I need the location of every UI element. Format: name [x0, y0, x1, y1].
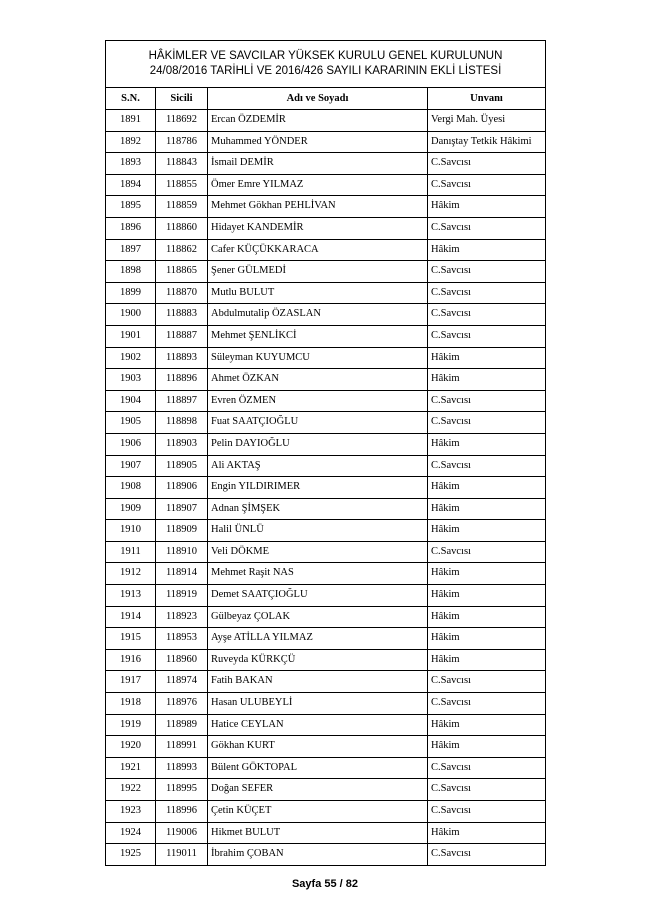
- cell-sicil: 119006: [156, 822, 208, 844]
- cell-title: Hâkim: [428, 433, 546, 455]
- cell-sicil: 118897: [156, 390, 208, 412]
- cell-sn: 1905: [106, 412, 156, 434]
- cell-title: Hâkim: [428, 498, 546, 520]
- cell-title: C.Savcısı: [428, 174, 546, 196]
- cell-sn: 1917: [106, 671, 156, 693]
- cell-sn: 1895: [106, 196, 156, 218]
- table-row: [106, 563, 546, 585]
- cell-title: Hâkim: [428, 369, 546, 391]
- cell-name: Hikmet BULUT: [208, 822, 428, 844]
- cell-sn: 1912: [106, 563, 156, 585]
- table-row: [106, 671, 546, 693]
- cell-sicil: 118914: [156, 563, 208, 585]
- cell-title: Danıştay Tetkik Hâkimi: [428, 131, 546, 153]
- cell-title: C.Savcısı: [428, 282, 546, 304]
- cell-sn: 1897: [106, 239, 156, 261]
- table-row: [106, 174, 546, 196]
- table-row: [106, 520, 546, 542]
- cell-sn: 1916: [106, 649, 156, 671]
- cell-name: Evren ÖZMEN: [208, 390, 428, 412]
- cell-sicil: 118786: [156, 131, 208, 153]
- cell-name: Adnan ŞİMŞEK: [208, 498, 428, 520]
- cell-sicil: 118993: [156, 757, 208, 779]
- cell-sn: 1907: [106, 455, 156, 477]
- cell-title: Hâkim: [428, 477, 546, 499]
- cell-sicil: 118991: [156, 736, 208, 758]
- table-row: [106, 304, 546, 326]
- table-row: [106, 455, 546, 477]
- cell-name: Pelin DAYIOĞLU: [208, 433, 428, 455]
- cell-sn: 1914: [106, 606, 156, 628]
- document-page: [105, 40, 545, 866]
- cell-title: Hâkim: [428, 585, 546, 607]
- column-header-title: Unvanı: [428, 88, 546, 110]
- cell-name: Abdulmutalip ÖZASLAN: [208, 304, 428, 326]
- cell-title: C.Savcısı: [428, 541, 546, 563]
- cell-title: C.Savcısı: [428, 325, 546, 347]
- cell-name: Bülent GÖKTOPAL: [208, 757, 428, 779]
- cell-sicil: 118883: [156, 304, 208, 326]
- table-row: [106, 153, 546, 175]
- cell-sn: 1910: [106, 520, 156, 542]
- cell-title: C.Savcısı: [428, 390, 546, 412]
- cell-sn: 1896: [106, 217, 156, 239]
- cell-sicil: 118910: [156, 541, 208, 563]
- cell-sn: 1902: [106, 347, 156, 369]
- cell-sn: 1918: [106, 693, 156, 715]
- cell-name: Ali AKTAŞ: [208, 455, 428, 477]
- cell-sn: 1904: [106, 390, 156, 412]
- cell-sicil: 118909: [156, 520, 208, 542]
- cell-sn: 1903: [106, 369, 156, 391]
- cell-name: Ercan ÖZDEMİR: [208, 110, 428, 132]
- table-row: [106, 498, 546, 520]
- cell-title: C.Savcısı: [428, 153, 546, 175]
- cell-sn: 1908: [106, 477, 156, 499]
- table-row: [106, 390, 546, 412]
- cell-sicil: 118898: [156, 412, 208, 434]
- cell-name: Cafer KÜÇÜKKARACA: [208, 239, 428, 261]
- cell-sicil: 118960: [156, 649, 208, 671]
- table-row: [106, 347, 546, 369]
- cell-name: Hatice CEYLAN: [208, 714, 428, 736]
- cell-sn: 1921: [106, 757, 156, 779]
- cell-sn: 1909: [106, 498, 156, 520]
- table-row: [106, 844, 546, 866]
- cell-sn: 1911: [106, 541, 156, 563]
- table-row: [106, 369, 546, 391]
- cell-title: Hâkim: [428, 347, 546, 369]
- cell-sn: 1892: [106, 131, 156, 153]
- cell-name: Engin YILDIRIMER: [208, 477, 428, 499]
- cell-sicil: 118865: [156, 261, 208, 283]
- cell-title: C.Savcısı: [428, 779, 546, 801]
- cell-name: Mutlu BULUT: [208, 282, 428, 304]
- cell-name: Halil ÜNLÜ: [208, 520, 428, 542]
- cell-title: C.Savcısı: [428, 693, 546, 715]
- cell-name: Veli DÖKME: [208, 541, 428, 563]
- cell-title: C.Savcısı: [428, 671, 546, 693]
- cell-sn: 1923: [106, 801, 156, 823]
- cell-sn: 1898: [106, 261, 156, 283]
- table-row: [106, 110, 546, 132]
- cell-sicil: 118953: [156, 628, 208, 650]
- cell-sicil: 118974: [156, 671, 208, 693]
- cell-sicil: 118976: [156, 693, 208, 715]
- cell-sicil: 118989: [156, 714, 208, 736]
- cell-sicil: 118887: [156, 325, 208, 347]
- table-title-row: [106, 41, 546, 88]
- cell-name: Mehmet Raşit NAS: [208, 563, 428, 585]
- cell-sn: 1925: [106, 844, 156, 866]
- cell-title: Hâkim: [428, 822, 546, 844]
- cell-name: Şener GÜLMEDİ: [208, 261, 428, 283]
- cell-sicil: 118843: [156, 153, 208, 175]
- cell-title: Hâkim: [428, 563, 546, 585]
- table-row: [106, 606, 546, 628]
- cell-name: Süleyman KUYUMCU: [208, 347, 428, 369]
- table-row: [106, 649, 546, 671]
- cell-title: Hâkim: [428, 239, 546, 261]
- cell-sn: 1920: [106, 736, 156, 758]
- cell-title: C.Savcısı: [428, 844, 546, 866]
- cell-sn: 1915: [106, 628, 156, 650]
- cell-name: Ahmet ÖZKAN: [208, 369, 428, 391]
- cell-title: C.Savcısı: [428, 455, 546, 477]
- cell-title: Hâkim: [428, 606, 546, 628]
- cell-sicil: 118906: [156, 477, 208, 499]
- cell-name: Ömer Emre YILMAZ: [208, 174, 428, 196]
- cell-name: Hasan ULUBEYLİ: [208, 693, 428, 715]
- table-row: [106, 239, 546, 261]
- cell-sicil: 118893: [156, 347, 208, 369]
- cell-sn: 1919: [106, 714, 156, 736]
- cell-sicil: 118996: [156, 801, 208, 823]
- cell-title: C.Savcısı: [428, 217, 546, 239]
- cell-name: Mehmet Gökhan PEHLİVAN: [208, 196, 428, 218]
- cell-name: Ayşe ATİLLA YILMAZ: [208, 628, 428, 650]
- cell-sn: 1913: [106, 585, 156, 607]
- cell-name: Doğan SEFER: [208, 779, 428, 801]
- table-row: [106, 433, 546, 455]
- table-row: [106, 325, 546, 347]
- cell-title: Hâkim: [428, 196, 546, 218]
- cell-sicil: 118870: [156, 282, 208, 304]
- cell-title: C.Savcısı: [428, 801, 546, 823]
- cell-title: C.Savcısı: [428, 757, 546, 779]
- cell-sn: 1922: [106, 779, 156, 801]
- cell-name: Muhammed YÖNDER: [208, 131, 428, 153]
- cell-sicil: 118896: [156, 369, 208, 391]
- cell-title: C.Savcısı: [428, 261, 546, 283]
- table-row: [106, 693, 546, 715]
- cell-sicil: 118907: [156, 498, 208, 520]
- cell-name: Mehmet ŞENLİKCİ: [208, 325, 428, 347]
- cell-sn: 1894: [106, 174, 156, 196]
- table-row: [106, 714, 546, 736]
- column-header-name: Adı ve Soyadı: [208, 88, 428, 110]
- cell-sicil: 118919: [156, 585, 208, 607]
- cell-sicil: 118860: [156, 217, 208, 239]
- cell-title: Hâkim: [428, 628, 546, 650]
- cell-title: Vergi Mah. Üyesi: [428, 110, 546, 132]
- table-row: [106, 801, 546, 823]
- title-line-2: 24/08/2016 TARİHLİ VE 2016/426 SAYILI KARARININ EKLİ LİSTESİ: [149, 65, 502, 77]
- column-header-sn: S.N.: [106, 88, 156, 110]
- cell-sn: 1893: [106, 153, 156, 175]
- cell-sicil: 118859: [156, 196, 208, 218]
- cell-name: Gökhan KURT: [208, 736, 428, 758]
- cell-title: Hâkim: [428, 714, 546, 736]
- table-row: [106, 477, 546, 499]
- cell-sn: 1891: [106, 110, 156, 132]
- cell-sicil: 118923: [156, 606, 208, 628]
- table-row: [106, 412, 546, 434]
- table-row: [106, 282, 546, 304]
- cell-sicil: 118692: [156, 110, 208, 132]
- title-line-1: HÂKİMLER VE SAVCILAR YÜKSEK KURULU GENEL KURULUNUN: [148, 50, 503, 62]
- column-header-row: [106, 88, 546, 110]
- table-title: [106, 41, 546, 88]
- cell-sicil: 118855: [156, 174, 208, 196]
- table-row: [106, 196, 546, 218]
- table-body: [106, 110, 546, 866]
- cell-name: Demet SAATÇIOĞLU: [208, 585, 428, 607]
- cell-title: Hâkim: [428, 649, 546, 671]
- cell-title: Hâkim: [428, 520, 546, 542]
- table-row: [106, 779, 546, 801]
- cell-sicil: 119011: [156, 844, 208, 866]
- cell-sn: 1906: [106, 433, 156, 455]
- cell-title: C.Savcısı: [428, 412, 546, 434]
- cell-sn: 1900: [106, 304, 156, 326]
- table-row: [106, 585, 546, 607]
- table-row: [106, 628, 546, 650]
- page-number: Sayfa 55 / 82: [291, 878, 359, 890]
- cell-sicil: 118903: [156, 433, 208, 455]
- table-row: [106, 261, 546, 283]
- cell-sn: 1901: [106, 325, 156, 347]
- cell-name: Fuat SAATÇIOĞLU: [208, 412, 428, 434]
- table-row: [106, 217, 546, 239]
- column-header-sicil: Sicili: [156, 88, 208, 110]
- cell-sn: 1899: [106, 282, 156, 304]
- cell-name: Çetin KÜÇET: [208, 801, 428, 823]
- cell-sicil: 118905: [156, 455, 208, 477]
- cell-sicil: 118862: [156, 239, 208, 261]
- cell-title: Hâkim: [428, 736, 546, 758]
- cell-title: C.Savcısı: [428, 304, 546, 326]
- table-row: [106, 822, 546, 844]
- table-row: [106, 131, 546, 153]
- cell-sicil: 118995: [156, 779, 208, 801]
- cell-name: Gülbeyaz ÇOLAK: [208, 606, 428, 628]
- cell-name: Ruveyda KÜRKÇÜ: [208, 649, 428, 671]
- personnel-table: [105, 40, 546, 866]
- table-row: [106, 541, 546, 563]
- table-row: [106, 736, 546, 758]
- cell-sn: 1924: [106, 822, 156, 844]
- cell-name: İbrahim ÇOBAN: [208, 844, 428, 866]
- cell-name: Fatih BAKAN: [208, 671, 428, 693]
- cell-name: İsmail DEMİR: [208, 153, 428, 175]
- cell-name: Hidayet KANDEMİR: [208, 217, 428, 239]
- table-row: [106, 757, 546, 779]
